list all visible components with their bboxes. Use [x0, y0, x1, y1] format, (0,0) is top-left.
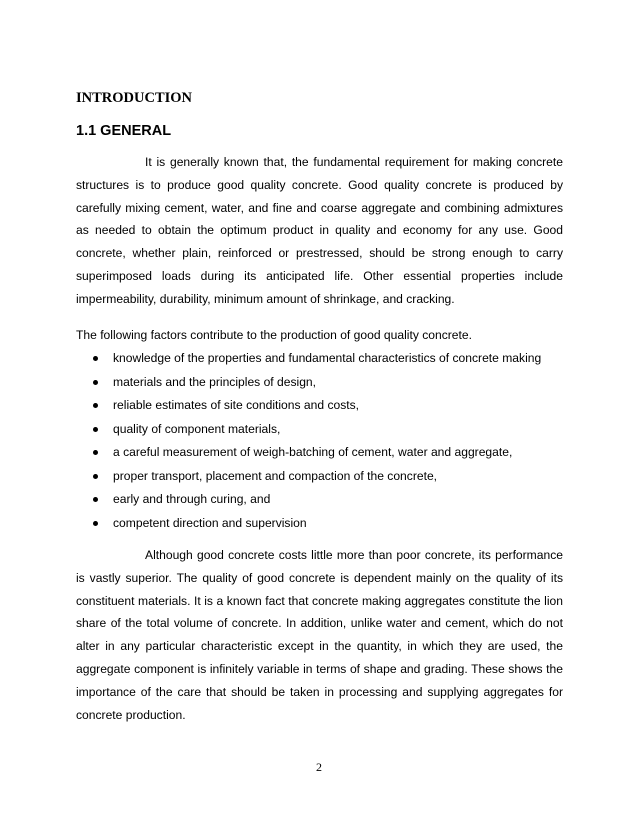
list-item [76, 418, 563, 442]
bullet-icon [93, 356, 98, 361]
chapter-heading: INTRODUCTION [76, 90, 193, 106]
bullet-icon [93, 450, 98, 455]
factor-list [76, 347, 563, 535]
list-item [76, 394, 563, 418]
list-item-text: quality of component materials, [113, 421, 281, 436]
list-item-text: knowledge of the properties and fundamental characteristics of concrete making [113, 351, 542, 365]
list-item-text: materials and the principles of design, [113, 374, 317, 389]
list-item [76, 512, 563, 536]
list-item [76, 465, 563, 489]
page-number: 2 [316, 760, 322, 774]
bullet-icon [93, 380, 98, 385]
bullet-icon [93, 474, 98, 479]
list-item [76, 371, 563, 395]
list-item-text: early and through curing, and [113, 492, 271, 506]
list-item [76, 347, 563, 371]
bullet-icon [93, 427, 98, 432]
list-intro: The following factors contribute to the production of good quality concrete. [76, 328, 472, 342]
bullet-icon [93, 521, 98, 526]
intro-paragraph: It is generally known that, the fundamental requirement for making concrete structures is to produce good quality concrete. Good quality concrete is produced by carefully mixing cement, water, and fine and coarse aggregate and combining admixtures as needed to obtain the optimum product in quality and economy for any use. Good concrete, whether plain, reinforced or prestressed, should be strong enough to carry superimposed loads during its anticipated life. Other essential properties include impermeability, durability, minimum amount of shrinkage, and cracking. [76, 155, 563, 306]
aggregate-paragraph: Although good concrete costs little more than poor concrete, its performance is vastly superior. The quality of good concrete is dependent mainly on the quality of its constituent materials. It is a known fact that concrete making aggregates constitute the lion share of the total volume of concrete. In addition, unlike water and cement, which do not alter in any particular characteristic except in the quantity, in which they are used, the aggregate component is infinitely variable in terms of shape and grading. These shows the importance of the care that should be taken in processing and supplying aggregates for concrete production. [76, 548, 563, 722]
list-item-text: proper transport, placement and compaction of the concrete, [113, 468, 438, 483]
list-item [76, 441, 563, 465]
bullet-icon [93, 403, 98, 408]
list-item-text: competent direction and supervision [113, 515, 307, 530]
section-title: 1.1 GENERAL [76, 123, 172, 139]
list-item-text: reliable estimates of site conditions and costs, [113, 398, 360, 412]
bullet-icon [93, 497, 98, 502]
list-item-text: a careful measurement of weigh-batching of cement, water and aggregate, [113, 445, 513, 459]
list-item [76, 488, 563, 512]
